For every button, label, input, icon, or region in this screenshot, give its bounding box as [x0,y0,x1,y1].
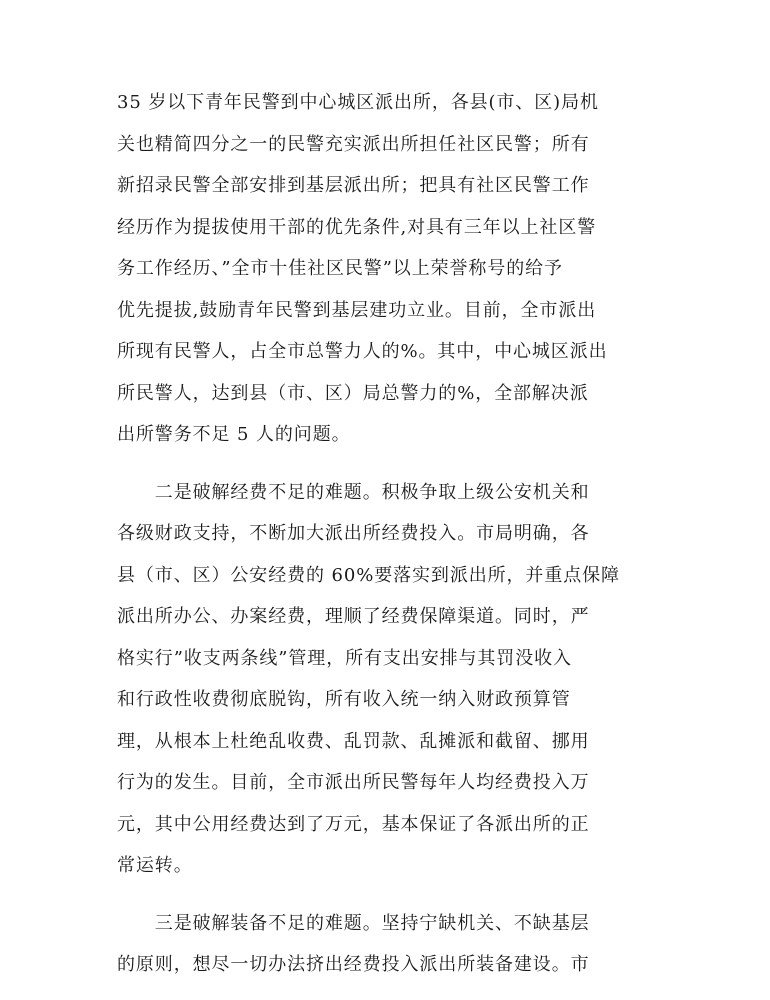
text-line: 县（市、区）公安经费的 60%要落实到派出所，并重点保障 [117,564,620,586]
text-line: 所现有民警人，占全市总警力人的%。其中，中心城区派出 [117,341,608,362]
paragraph-3 [117,903,637,986]
text-line: 行为的发生。目前，全市派出所民警每年人均经费投入万 [117,772,590,793]
text-line: 派出所办公、办案经费，理顺了经费保障渠道。同时，严 [117,606,590,627]
text-line: 二是破解经费不足的难题。积极争取上级公安机关和 [117,481,590,503]
paragraph-spacer [117,887,637,903]
paragraph-spacer [117,456,637,472]
text-line: 各级财政支持，不断加大派出所经费投入。市局明确，各 [117,523,590,544]
text-line: 三是破解装备不足的难题。坚持宁缺机关、不缺基层 [117,912,590,934]
text-line: 35 岁以下青年民警到中心城区派出所，各县(市、区)局机 [117,92,599,113]
text-line: 所民警人，达到县（市、区）局总警力的%，全部解决派 [117,382,589,404]
text-line: 理，从根本上杜绝乱收费、乱罚款、乱摊派和截留、挪用 [117,730,590,752]
text-line: 优先提拔,鼓励青年民警到基层建功立业。目前，全市派出 [117,299,597,321]
text-line: 出所警务不足 5 人的问题。 [117,424,351,445]
text-line: 关也精简四分之一的民警充实派出所担任社区民警；所有 [117,133,590,155]
text-line: 经历作为提拔使用干部的优先条件,对具有三年以上社区警 [117,216,597,238]
paragraph-2 [117,472,637,887]
text-line: 务工作经历、”全市十佳社区民警”以上荣誉称号的给予 [117,258,563,279]
text-line: 格实行”收支两条线”管理，所有支出安排与其罚没收入 [117,647,572,669]
document-page [117,82,637,986]
text-line: 常运转。 [117,855,193,876]
text-line: 的原则，想尽一切办法挤出经费投入派出所装备建设。市 [117,954,590,975]
text-line: 元，其中公用经费达到了万元，基本保证了各派出所的正 [117,813,590,835]
paragraph-1 [117,82,637,456]
text-line: 和行政性收费彻底脱钩，所有收入统一纳入财政预算管 [117,689,571,710]
text-line: 新招录民警全部安排到基层派出所；把具有社区民警工作 [117,175,590,196]
